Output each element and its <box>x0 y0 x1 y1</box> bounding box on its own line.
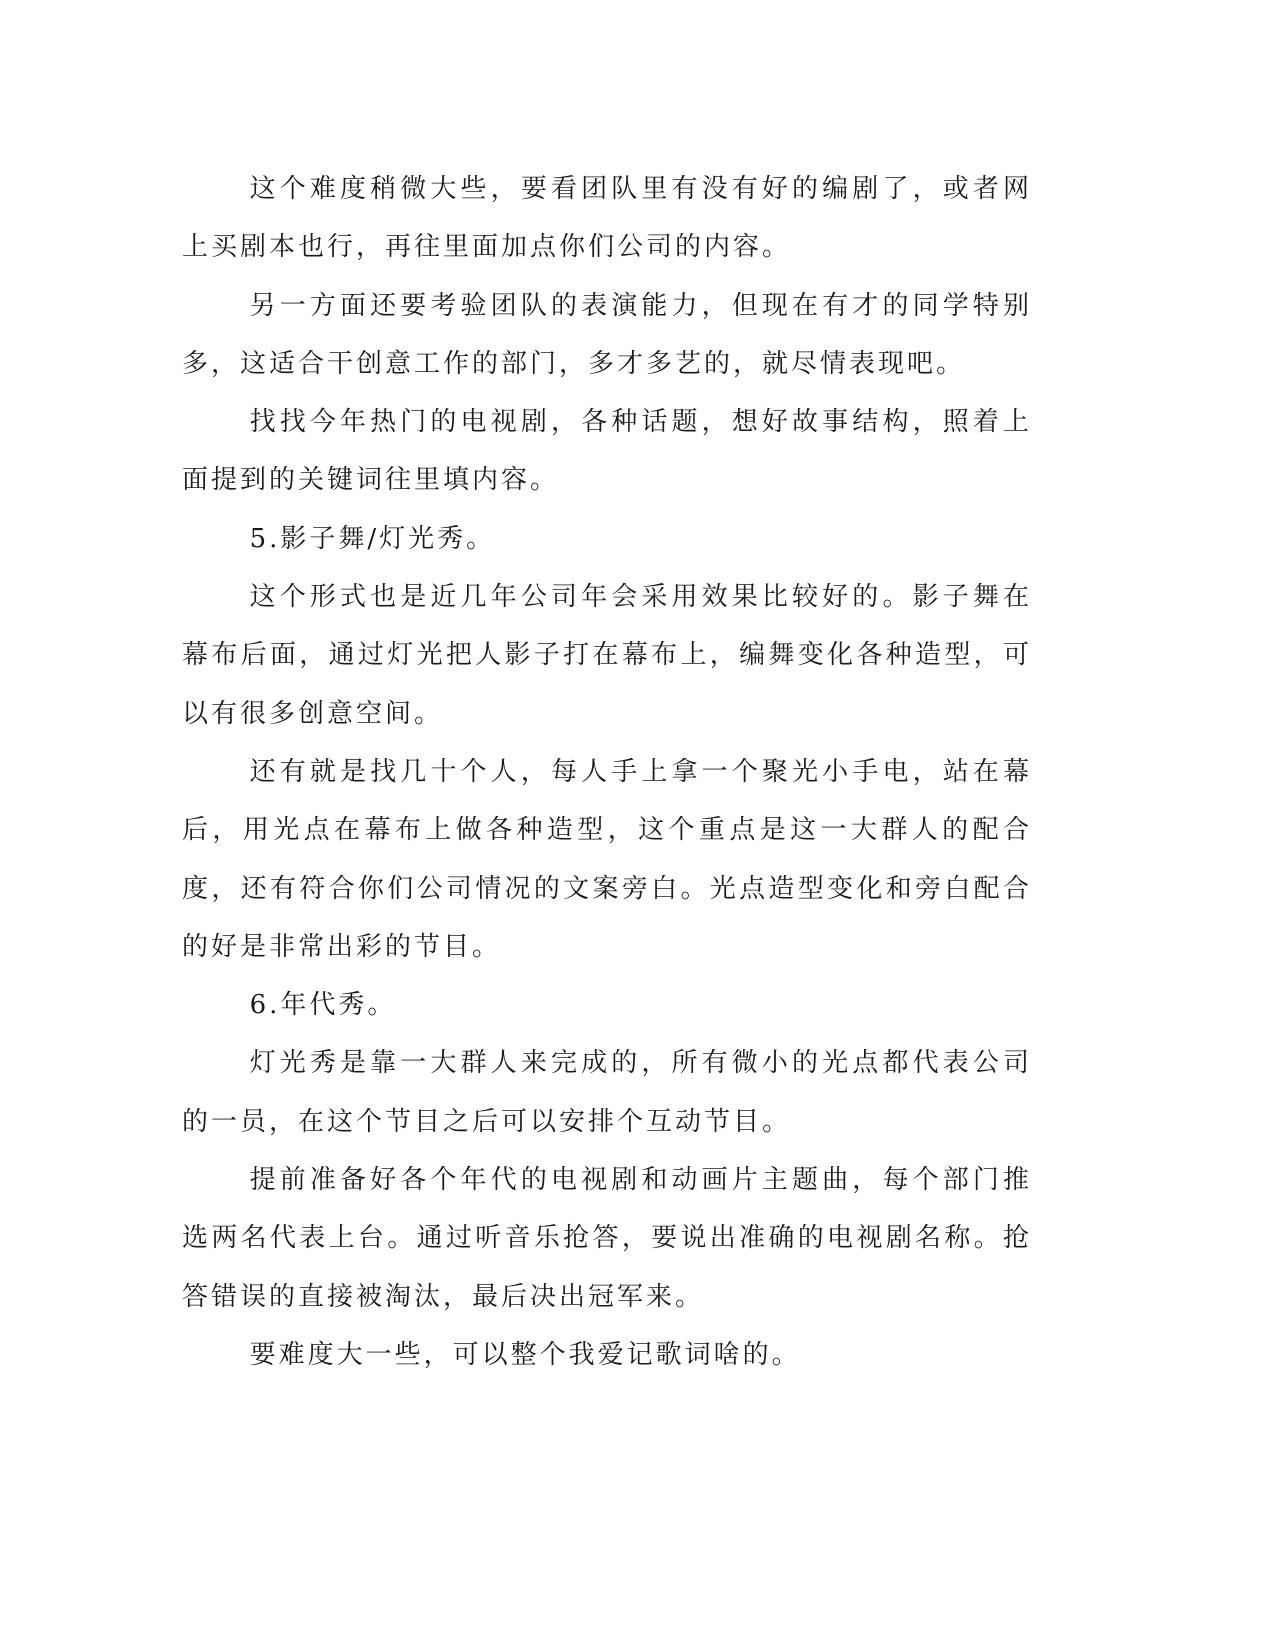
paragraph-theme-song-quiz: 提前准备好各个年代的电视剧和动画片主题曲，每个部门推选两名代表上台。通过听音乐抢答，要说出准确的电视剧名称。抢答错误的直接被淘汰，最后决出冠军来。 <box>182 1165 1032 1312</box>
paragraph-acting-ability: 另一方面还要考验团队的表演能力，但现在有才的同学特别多，这适合干创意工作的部门，多才多艺的，就尽情表现吧。 <box>182 290 1032 379</box>
paragraph-lyrics-game: 要难度大一些，可以整个我爱记歌词啥的。 <box>249 1339 801 1370</box>
paragraph-light-show-team: 灯光秀是靠一大群人来完成的，所有微小的光点都代表公司的一员，在这个节目之后可以安排个互动节目。 <box>182 1048 1032 1137</box>
paragraph-popular-drama: 找找今年热门的电视剧，各种话题，想好故事结构，照着上面提到的关键词往里填内容。 <box>182 407 1032 496</box>
paragraph-script-difficulty: 这个难度稍微大些，要看团队里有没有好的编剧了，或者网上买剧本也行，再往里面加点你们公司的内容。 <box>182 174 1032 263</box>
section-heading-shadow-dance: 5.影子舞/灯光秀。 <box>249 523 496 554</box>
paragraph-shadow-dance: 这个形式也是近几年公司年会采用效果比较好的。影子舞在幕布后面，通过灯光把人影子打在幕布上，编舞变化各种造型，可以有很多创意空间。 <box>182 582 1032 729</box>
paragraph-light-show: 还有就是找几十个人，每人手上拿一个聚光小手电，站在幕后，用光点在幕布上做各种造型，这个重点是这一大群人的配合度，还有符合你们公司情况的文案旁白。光点造型变化和旁白配合的好是非常出彩的节目。 <box>182 756 1032 962</box>
document-body <box>182 160 1032 1384</box>
section-heading-era-show: 6.年代秀。 <box>249 990 397 1021</box>
